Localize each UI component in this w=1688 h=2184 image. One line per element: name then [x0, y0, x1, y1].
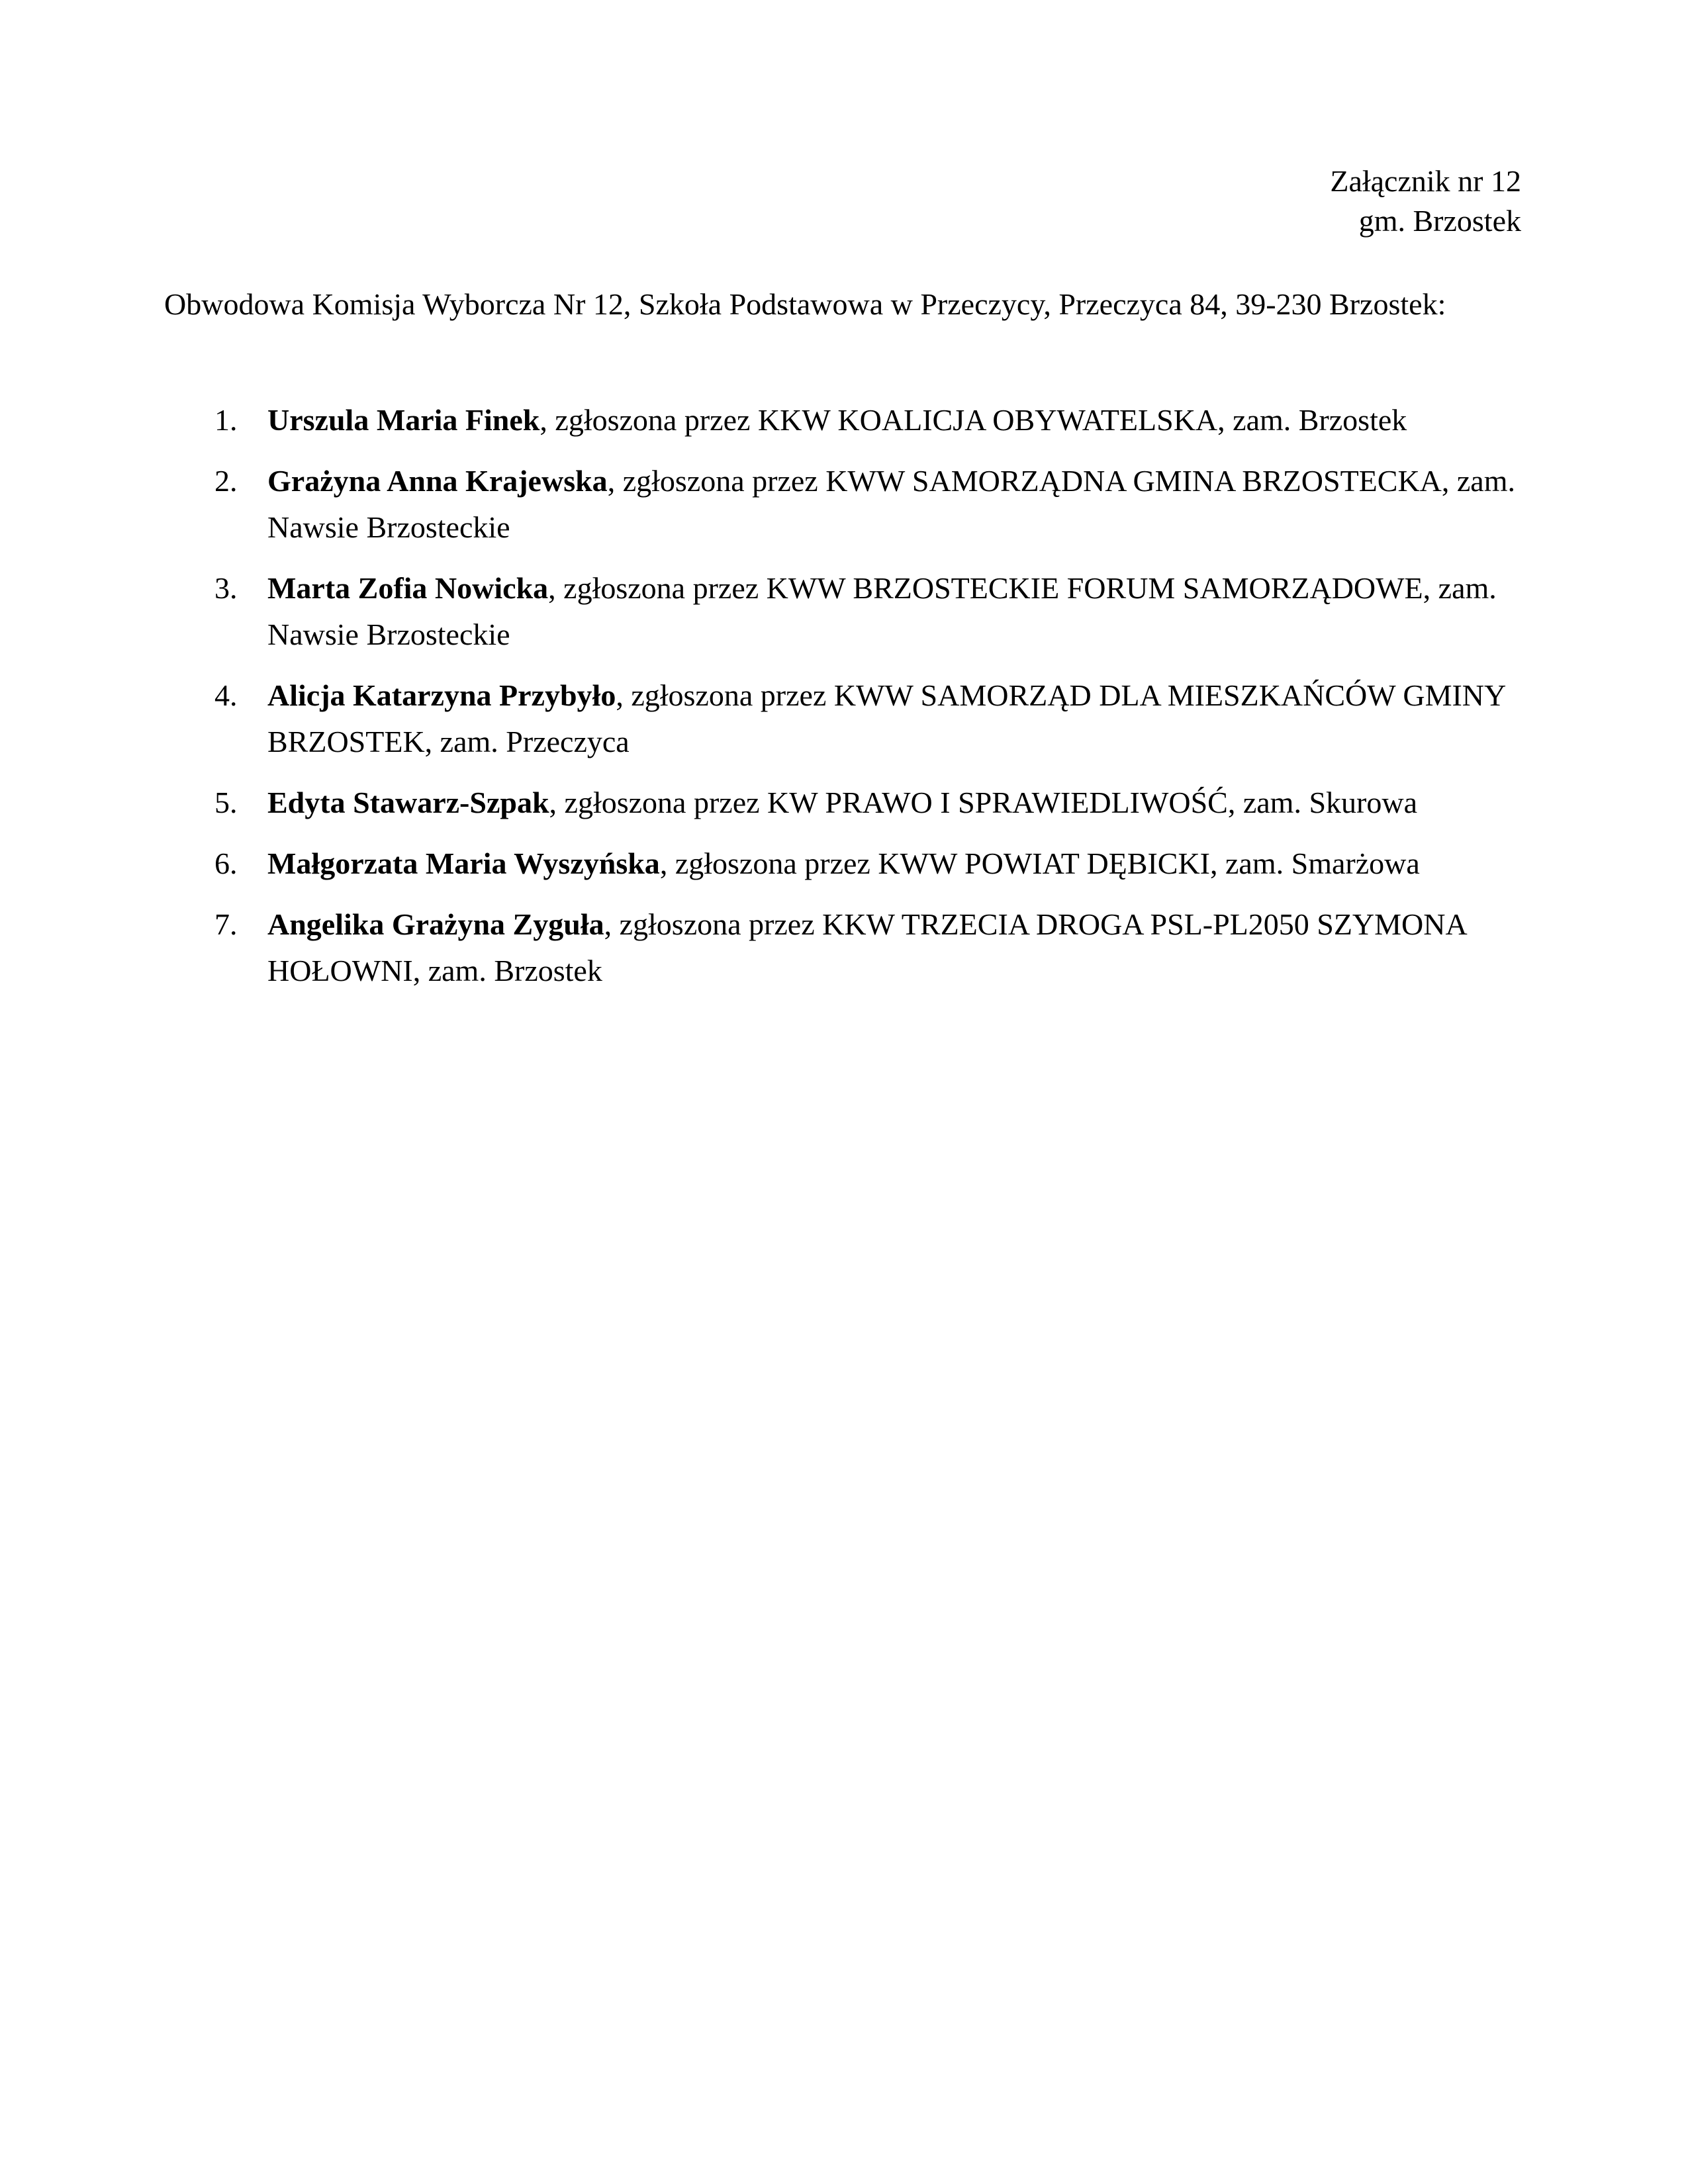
member-name: Alicja Katarzyna Przybyło	[267, 678, 616, 712]
member-name: Angelika Grażyna Zyguła	[267, 907, 604, 941]
list-item	[164, 841, 1528, 887]
list-item	[164, 780, 1528, 826]
member-name: Małgorzata Maria Wyszyńska	[267, 846, 660, 880]
member-details: , zgłoszona przez KWW SAMORZĄD DLA MIESZKAŃCÓW GMINY BRZOSTEK, zam. Przeczyca	[267, 678, 1505, 758]
member-details: , zgłoszona przez KWW BRZOSTECKIE FORUM SAMORZĄDOWE, zam. Nawsie Brzosteckie	[267, 571, 1497, 651]
list-item	[164, 458, 1528, 551]
member-number: 6.	[214, 846, 238, 880]
member-name: Edyta Stawarz-Szpak	[267, 786, 549, 819]
member-name: Urszula Maria Finek	[267, 403, 540, 437]
member-list	[164, 397, 1528, 1009]
attachment-number: Załącznik nr 12	[1330, 164, 1521, 198]
member-name: Grażyna Anna Krajewska	[267, 464, 608, 498]
member-details: , zgłoszona przez KWW SAMORZĄDNA GMINA BRZOSTECKA, zam. Nawsie Brzosteckie	[267, 464, 1515, 544]
member-number: 2.	[214, 464, 238, 498]
commission-description: Obwodowa Komisja Wyborcza Nr 12, Szkoła Podstawowa w Przeczycy, Przeczyca 84, 39-230 Brzostek:	[164, 287, 1446, 321]
member-number: 3.	[214, 571, 238, 605]
member-details: , zgłoszona przez KWW POWIAT DĘBICKI, zam. Smarżowa	[659, 846, 1420, 880]
member-details: , zgłoszona przez KKW KOALICJA OBYWATELSKA, zam. Brzostek	[539, 403, 1407, 437]
member-details: , zgłoszona przez KW PRAWO I SPRAWIEDLIWOŚĆ, zam. Skurowa	[549, 786, 1418, 819]
attachment-header	[1330, 161, 1521, 241]
list-item	[164, 901, 1528, 994]
member-number: 1.	[214, 403, 238, 437]
list-item	[164, 672, 1528, 765]
member-number: 7.	[214, 907, 238, 941]
municipality-name: gm. Brzostek	[1358, 204, 1521, 238]
list-item	[164, 565, 1528, 658]
member-number: 4.	[214, 678, 238, 712]
member-name: Marta Zofia Nowicka	[267, 571, 549, 605]
member-number: 5.	[214, 786, 238, 819]
list-item	[164, 397, 1528, 443]
member-details: , zgłoszona przez KKW TRZECIA DROGA PSL-PL2050 SZYMONA HOŁOWNI, zam. Brzostek	[267, 907, 1466, 987]
